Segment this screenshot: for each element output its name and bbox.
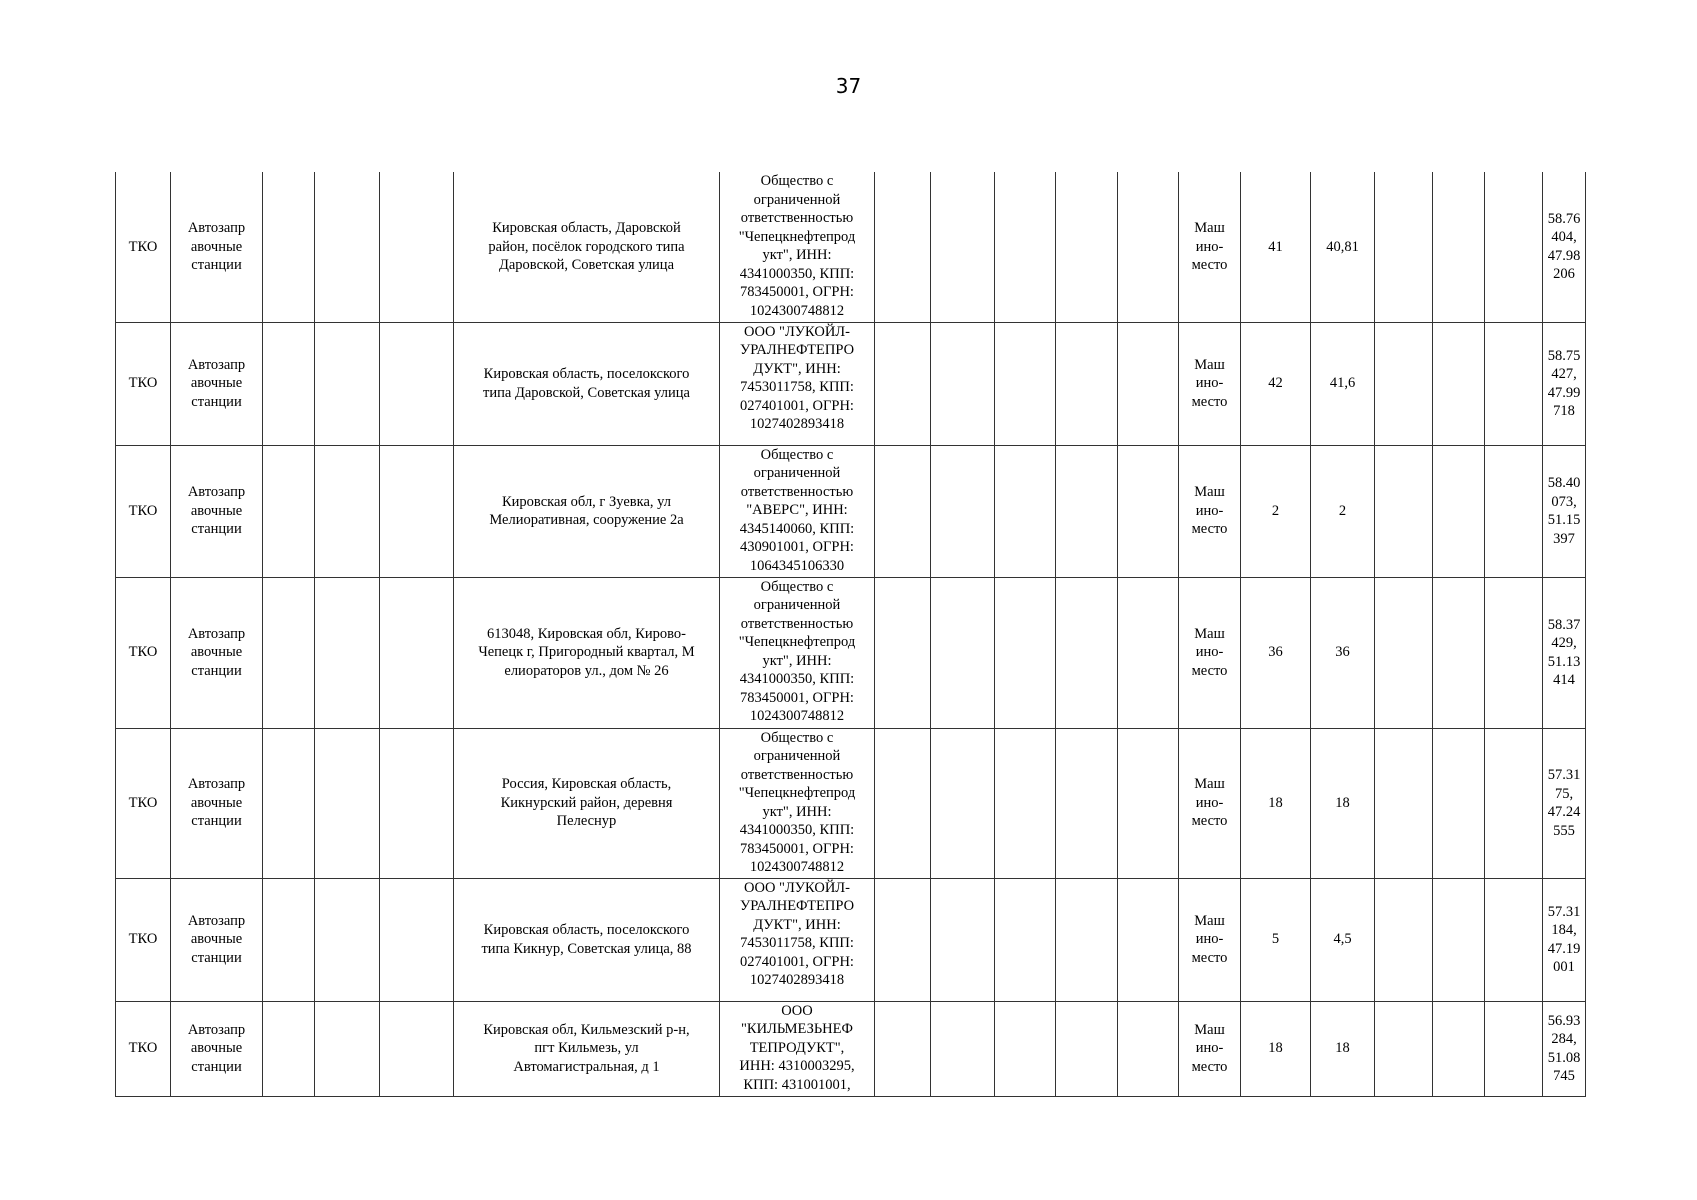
empty-cell xyxy=(875,577,931,728)
owner-cell-line: ИНН: 4310003295, xyxy=(739,1058,855,1074)
owner-cell-line: ДУКТ", ИНН: xyxy=(753,916,841,933)
owner-cell-line: ответственностью xyxy=(740,483,854,500)
container-type-cell-line: место xyxy=(1191,1058,1228,1075)
table-row xyxy=(116,577,1586,728)
empty-cell xyxy=(1375,172,1433,322)
empty-cell xyxy=(995,878,1056,1001)
address-cell xyxy=(454,322,720,445)
object-type-cell-line: станции xyxy=(191,521,242,538)
owner-cell-line: "Чепецкнефтепрод xyxy=(738,634,856,650)
coordinates-cell xyxy=(1543,1001,1586,1096)
empty-cell xyxy=(931,577,995,728)
count-cell: 18 xyxy=(1241,1001,1311,1096)
owner-cell-line: 4341000350, КПП: xyxy=(739,671,855,687)
address-cell-line: Кировская обл, г Зуевка, ул xyxy=(502,493,671,510)
empty-cell xyxy=(1056,878,1118,1001)
owner-cell-line: ограниченной xyxy=(753,748,841,764)
object-type-cell-line: станции xyxy=(191,257,242,273)
address-cell xyxy=(454,878,720,1001)
owner-cell xyxy=(720,728,875,878)
container-type-cell-line: Маш xyxy=(1194,625,1225,642)
owner-cell-line: 027401001, ОГРН: xyxy=(740,953,854,970)
owner-cell-line: "Чепецкнефтепрод xyxy=(738,785,856,801)
object-type-cell xyxy=(171,728,263,878)
coordinates-cell-line: 206 xyxy=(1553,266,1575,283)
volume-cell: 41,6 xyxy=(1311,322,1375,445)
address-cell-line: Кикнурский район, деревня xyxy=(500,794,673,811)
owner-cell-line: 1027402893418 xyxy=(749,972,845,988)
owner-cell-line: 027401001, ОГРН: xyxy=(740,397,854,414)
coordinates-cell xyxy=(1543,577,1586,728)
empty-cell xyxy=(875,1001,931,1096)
owner-cell-line: 4341000350, КПП: xyxy=(739,265,855,282)
coordinates-cell-line: 404, xyxy=(1551,229,1577,246)
container-type-cell-line: ино- xyxy=(1195,238,1224,255)
empty-cell xyxy=(380,322,454,445)
owner-cell-line: ООО "ЛУКОЙЛ- xyxy=(744,879,850,896)
empty-cell xyxy=(931,172,995,322)
address-cell xyxy=(454,445,720,577)
volume-cell: 40,81 xyxy=(1311,172,1375,322)
owner-cell xyxy=(720,1001,875,1096)
address-cell-line: пгт Кильмезь, ул xyxy=(534,1040,639,1057)
owner-cell xyxy=(720,172,875,322)
owner-cell-line: укт", ИНН: xyxy=(762,652,832,669)
owner-cell-line: 4345140060, КПП: xyxy=(739,520,855,537)
coordinates-cell-line: 51.13 xyxy=(1547,653,1581,670)
owner-cell-line: "Чепецкнефтепрод xyxy=(738,228,856,245)
empty-cell xyxy=(263,1001,315,1096)
coordinates-cell-line: 51.15 xyxy=(1547,512,1581,528)
count-cell: 5 xyxy=(1241,878,1311,1001)
empty-cell xyxy=(380,445,454,577)
empty-cell xyxy=(1056,1001,1118,1096)
object-type-cell-line: авочные xyxy=(190,931,243,948)
object-type-cell-line: Автозапр xyxy=(187,625,246,642)
empty-cell xyxy=(931,322,995,445)
address-cell-line: типа Даровской, Советская улица xyxy=(483,384,690,401)
address-cell-line: Пелеснур xyxy=(556,813,617,830)
empty-cell xyxy=(1056,172,1118,322)
owner-cell-line: 1024300748812 xyxy=(749,859,845,875)
container-type-cell-line: Маш xyxy=(1194,776,1225,793)
address-cell xyxy=(454,728,720,878)
volume-cell: 2 xyxy=(1311,445,1375,577)
container-type-cell-line: ино- xyxy=(1195,931,1224,948)
address-cell-line: Даровской, Советская улица xyxy=(498,257,675,273)
container-type-cell xyxy=(1179,878,1241,1001)
owner-cell xyxy=(720,322,875,445)
count-cell: 36 xyxy=(1241,577,1311,728)
waste-type-cell: ТКО xyxy=(116,445,171,577)
empty-cell xyxy=(875,878,931,1001)
waste-type-cell: ТКО xyxy=(116,878,171,1001)
owner-cell-line: ограниченной xyxy=(753,191,841,208)
empty-cell xyxy=(1485,728,1543,878)
object-type-cell xyxy=(171,445,263,577)
container-type-cell-line: место xyxy=(1191,393,1228,410)
owner-cell-line: "КИЛЬМЕЗЬНЕФ xyxy=(741,1021,853,1037)
empty-cell xyxy=(1375,445,1433,577)
empty-cell xyxy=(380,878,454,1001)
empty-cell xyxy=(1375,728,1433,878)
owner-cell-line: ограниченной xyxy=(753,465,841,481)
owner-cell-line: 1024300748812 xyxy=(749,708,845,724)
object-type-cell xyxy=(171,878,263,1001)
waste-type-cell: ТКО xyxy=(116,172,171,322)
owner-cell-line: 7453011758, КПП: xyxy=(740,935,854,951)
address-cell-line: Кировская область, Даровской xyxy=(492,220,681,236)
object-type-cell-line: станции xyxy=(191,393,242,410)
empty-cell xyxy=(1433,728,1485,878)
empty-cell xyxy=(995,322,1056,445)
waste-type-cell: ТКО xyxy=(116,322,171,445)
container-type-cell-line: ино- xyxy=(1195,375,1224,392)
empty-cell xyxy=(1056,322,1118,445)
container-type-cell-line: Маш xyxy=(1194,220,1225,236)
coordinates-cell-line: 284, xyxy=(1551,1031,1577,1047)
waste-type-cell: ТКО xyxy=(116,1001,171,1096)
address-cell-line: Кировская область, поселокского xyxy=(483,366,690,382)
table-row xyxy=(116,445,1586,577)
container-type-cell xyxy=(1179,728,1241,878)
coordinates-cell-line: 47.24 xyxy=(1547,804,1581,820)
empty-cell xyxy=(995,445,1056,577)
empty-cell xyxy=(1118,322,1179,445)
empty-cell xyxy=(263,577,315,728)
coordinates-cell-line: 58.37 xyxy=(1547,616,1581,633)
coordinates-cell-line: 414 xyxy=(1553,672,1575,688)
empty-cell xyxy=(315,322,380,445)
address-cell-line: Кировская обл, Кильмезский р-н, xyxy=(483,1021,690,1038)
waste-type-cell: ТКО xyxy=(116,728,171,878)
empty-cell xyxy=(875,728,931,878)
coordinates-cell xyxy=(1543,172,1586,322)
owner-cell-line: 4341000350, КПП: xyxy=(739,822,855,838)
container-type-cell-line: место xyxy=(1191,949,1228,966)
table-row xyxy=(116,322,1586,445)
empty-cell xyxy=(380,1001,454,1096)
waste-type-cell: ТКО xyxy=(116,577,171,728)
address-cell-line: 613048, Кировская обл, Кирово- xyxy=(487,625,686,642)
empty-cell xyxy=(1485,1001,1543,1096)
table-row xyxy=(116,878,1586,1001)
object-type-cell-line: авочные xyxy=(190,238,243,255)
empty-cell xyxy=(995,172,1056,322)
empty-cell xyxy=(1433,1001,1485,1096)
object-type-cell xyxy=(171,172,263,322)
object-type-cell-line: станции xyxy=(191,813,242,830)
empty-cell xyxy=(1056,445,1118,577)
coordinates-cell-line: 001 xyxy=(1553,959,1575,975)
coordinates-cell xyxy=(1543,878,1586,1001)
owner-cell-line: УРАЛНЕФТЕПРО xyxy=(739,898,855,914)
coordinates-cell-line: 58.40 xyxy=(1547,475,1581,491)
container-type-cell-line: место xyxy=(1191,521,1228,538)
owner-cell-line: Общество с xyxy=(760,446,834,463)
object-type-cell xyxy=(171,1001,263,1096)
owner-cell xyxy=(720,577,875,728)
empty-cell xyxy=(931,445,995,577)
empty-cell xyxy=(1056,728,1118,878)
coordinates-cell-line: 57.31 xyxy=(1547,903,1581,920)
container-type-cell xyxy=(1179,322,1241,445)
address-cell-line: Кировская область, поселокского xyxy=(483,922,690,938)
coordinates-cell-line: 47.98 xyxy=(1547,247,1581,264)
coordinates-cell-line: 47.19 xyxy=(1547,940,1581,957)
empty-cell xyxy=(875,172,931,322)
empty-cell xyxy=(1485,322,1543,445)
empty-cell xyxy=(1118,445,1179,577)
address-cell-line: типа Кикнур, Советская улица, 88 xyxy=(481,940,692,957)
owner-cell xyxy=(720,878,875,1001)
empty-cell xyxy=(1485,172,1543,322)
container-type-cell-line: ино- xyxy=(1195,794,1224,811)
address-cell xyxy=(454,577,720,728)
empty-cell xyxy=(931,878,995,1001)
container-type-cell-line: Маш xyxy=(1194,356,1225,373)
owner-cell-line: "АВЕРС", ИНН: xyxy=(746,502,848,518)
table-row xyxy=(116,728,1586,878)
container-type-cell-line: место xyxy=(1191,662,1228,679)
empty-cell xyxy=(1433,322,1485,445)
object-type-cell-line: Автозапр xyxy=(187,1021,246,1038)
object-type-cell-line: авочные xyxy=(190,1040,243,1057)
empty-cell xyxy=(1433,878,1485,1001)
container-type-cell xyxy=(1179,445,1241,577)
owner-cell-line: Общество с xyxy=(760,729,834,746)
owner-cell-line: Общество с xyxy=(760,173,834,189)
object-type-cell-line: Автозапр xyxy=(187,220,246,236)
owner-cell-line: 1064345106330 xyxy=(749,557,845,574)
empty-cell xyxy=(931,1001,995,1096)
address-cell xyxy=(454,1001,720,1096)
table-row xyxy=(116,172,1586,322)
empty-cell xyxy=(995,577,1056,728)
empty-cell xyxy=(995,728,1056,878)
coordinates-cell-line: 56.93 xyxy=(1547,1012,1581,1029)
coordinates-cell xyxy=(1543,728,1586,878)
empty-cell xyxy=(1375,878,1433,1001)
address-cell-line: Мелиоративная, сооружение 2а xyxy=(489,512,684,528)
container-type-cell-line: Маш xyxy=(1194,1021,1225,1038)
empty-cell xyxy=(263,445,315,577)
empty-cell xyxy=(380,172,454,322)
coordinates-cell-line: 58.75 xyxy=(1547,347,1581,364)
object-type-cell-line: Автозапр xyxy=(187,484,246,501)
empty-cell xyxy=(315,1001,380,1096)
count-cell: 41 xyxy=(1241,172,1311,322)
object-type-cell-line: авочные xyxy=(190,794,243,811)
waste-sites-table xyxy=(115,172,1586,1097)
coordinates-cell-line: 51.08 xyxy=(1547,1049,1581,1066)
container-type-cell-line: ино- xyxy=(1195,502,1224,519)
coordinates-cell xyxy=(1543,322,1586,445)
empty-cell xyxy=(1433,172,1485,322)
empty-cell xyxy=(995,1001,1056,1096)
count-cell: 18 xyxy=(1241,728,1311,878)
coordinates-cell-line: 429, xyxy=(1551,635,1577,651)
owner-cell-line: ООО "ЛУКОЙЛ- xyxy=(744,323,850,340)
empty-cell xyxy=(1375,577,1433,728)
owner-cell-line: 1027402893418 xyxy=(749,416,845,432)
container-type-cell xyxy=(1179,172,1241,322)
owner-cell-line: 783450001, ОГРН: xyxy=(740,840,854,857)
coordinates-cell xyxy=(1543,445,1586,577)
empty-cell xyxy=(380,728,454,878)
empty-cell xyxy=(875,445,931,577)
volume-cell: 18 xyxy=(1311,1001,1375,1096)
empty-cell xyxy=(1118,878,1179,1001)
container-type-cell-line: ино- xyxy=(1195,644,1224,661)
address-cell-line: Автомагистральная, д 1 xyxy=(513,1058,660,1075)
coordinates-cell-line: 47.99 xyxy=(1547,384,1581,401)
volume-cell: 18 xyxy=(1311,728,1375,878)
count-cell: 42 xyxy=(1241,322,1311,445)
empty-cell xyxy=(1433,577,1485,728)
address-cell-line: Россия, Кировская область, xyxy=(501,776,672,793)
empty-cell xyxy=(315,445,380,577)
container-type-cell-line: место xyxy=(1191,257,1228,273)
empty-cell xyxy=(263,322,315,445)
object-type-cell-line: станции xyxy=(191,662,242,679)
owner-cell-line: 7453011758, КПП: xyxy=(740,379,854,395)
owner-cell xyxy=(720,445,875,577)
coordinates-cell-line: 745 xyxy=(1553,1068,1575,1084)
empty-cell xyxy=(875,322,931,445)
coordinates-cell-line: 57.31 xyxy=(1547,767,1581,783)
empty-cell xyxy=(263,172,315,322)
container-type-cell-line: место xyxy=(1191,813,1228,830)
object-type-cell-line: авочные xyxy=(190,644,243,661)
coordinates-cell-line: 75, xyxy=(1554,785,1574,802)
owner-cell-line: 1024300748812 xyxy=(749,302,845,319)
owner-cell-line: ограниченной xyxy=(753,597,841,613)
owner-cell-line: ответственностью xyxy=(740,766,854,783)
empty-cell xyxy=(315,577,380,728)
coordinates-cell-line: 397 xyxy=(1553,530,1575,547)
coordinates-cell-line: 427, xyxy=(1551,366,1577,382)
empty-cell xyxy=(315,878,380,1001)
coordinates-cell-line: 073, xyxy=(1551,493,1577,510)
volume-cell: 4,5 xyxy=(1311,878,1375,1001)
container-type-cell-line: ино- xyxy=(1195,1040,1224,1057)
object-type-cell xyxy=(171,577,263,728)
page-number: 37 xyxy=(835,74,862,98)
object-type-cell-line: Автозапр xyxy=(187,776,246,793)
empty-cell xyxy=(1118,577,1179,728)
coordinates-cell-line: 555 xyxy=(1553,822,1575,839)
empty-cell xyxy=(931,728,995,878)
empty-cell xyxy=(263,728,315,878)
address-cell-line: район, посёлок городского типа xyxy=(488,238,685,255)
owner-cell-line: ДУКТ", ИНН: xyxy=(753,360,841,377)
owner-cell-line: ООО xyxy=(781,1002,813,1019)
object-type-cell-line: Автозапр xyxy=(187,912,246,929)
owner-cell-line: укт", ИНН: xyxy=(762,247,832,263)
owner-cell-line: ТЕПРОДУКТ", xyxy=(749,1039,845,1056)
container-type-cell-line: Маш xyxy=(1194,484,1225,501)
object-type-cell xyxy=(171,322,263,445)
empty-cell xyxy=(1433,445,1485,577)
empty-cell xyxy=(315,172,380,322)
empty-cell xyxy=(1485,445,1543,577)
owner-cell-line: КПП: 431001001, xyxy=(743,1076,851,1093)
owner-cell-line: ответственностью xyxy=(740,615,854,632)
empty-cell xyxy=(263,878,315,1001)
owner-cell-line: 430901001, ОГРН: xyxy=(740,539,854,555)
empty-cell xyxy=(1056,577,1118,728)
coordinates-cell-line: 184, xyxy=(1551,922,1577,938)
owner-cell-line: УРАЛНЕФТЕПРО xyxy=(739,342,855,358)
owner-cell-line: 783450001, ОГРН: xyxy=(740,689,854,706)
empty-cell xyxy=(1485,878,1543,1001)
table-body xyxy=(116,172,1586,1096)
object-type-cell-line: авочные xyxy=(190,375,243,392)
address-cell xyxy=(454,172,720,322)
empty-cell xyxy=(315,728,380,878)
empty-cell xyxy=(1118,728,1179,878)
empty-cell xyxy=(1375,1001,1433,1096)
owner-cell-line: ответственностью xyxy=(740,210,854,226)
address-cell-line: елиораторов ул., дом № 26 xyxy=(504,662,669,679)
owner-cell-line: укт", ИНН: xyxy=(762,803,832,820)
object-type-cell-line: станции xyxy=(191,1058,242,1075)
table-row xyxy=(116,1001,1586,1096)
empty-cell xyxy=(1118,172,1179,322)
object-type-cell-line: станции xyxy=(191,949,242,966)
count-cell: 2 xyxy=(1241,445,1311,577)
address-cell-line: Чепецк г, Пригородный квартал, М xyxy=(478,644,695,661)
coordinates-cell-line: 718 xyxy=(1553,403,1575,419)
empty-cell xyxy=(1118,1001,1179,1096)
empty-cell xyxy=(380,577,454,728)
container-type-cell xyxy=(1179,1001,1241,1096)
container-type-cell-line: Маш xyxy=(1194,912,1225,929)
owner-cell-line: Общество с xyxy=(760,578,834,595)
container-type-cell xyxy=(1179,577,1241,728)
object-type-cell-line: авочные xyxy=(190,502,243,519)
owner-cell-line: 783450001, ОГРН: xyxy=(740,284,854,300)
empty-cell xyxy=(1375,322,1433,445)
object-type-cell-line: Автозапр xyxy=(187,356,246,373)
coordinates-cell-line: 58.76 xyxy=(1547,210,1581,227)
volume-cell: 36 xyxy=(1311,577,1375,728)
empty-cell xyxy=(1485,577,1543,728)
